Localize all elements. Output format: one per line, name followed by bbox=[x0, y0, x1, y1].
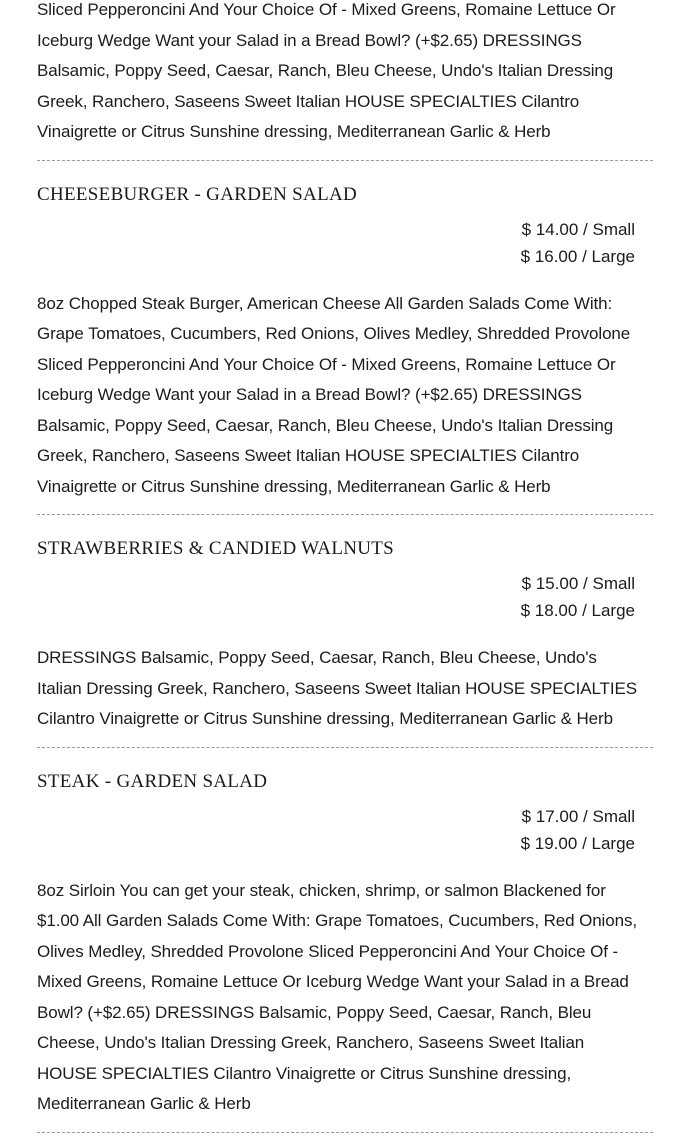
item-description: DRESSINGS Balsamic, Poppy Seed, Caesar, Ranch, Bleu Cheese, Undo's Italian Dressing Greek, Ranchero, Saseens Sweet Italian HOUSE SPECIALTIES Cilantro Vinaigrette or Citrus Sunshine dressing, Mediterranean Garlic & Herb bbox=[37, 648, 637, 728]
item-prices bbox=[37, 570, 653, 624]
price-small: $ 14.00 / Small bbox=[521, 219, 635, 239]
item-title[interactable]: STRAWBERRIES & CANDIED WALNUTS bbox=[37, 538, 395, 559]
price-small: $ 15.00 / Small bbox=[521, 574, 635, 593]
menu-item-previous bbox=[37, 0, 653, 161]
item-title[interactable]: STEAK - GARDEN SALAD bbox=[37, 770, 268, 792]
price-large: $ 19.00 / Large bbox=[520, 833, 635, 853]
item-title[interactable]: CHEESEBURGER - GARDEN SALAD bbox=[37, 183, 358, 205]
price-large: $ 18.00 / Large bbox=[520, 601, 635, 620]
price-small: $ 17.00 / Small bbox=[521, 806, 635, 826]
item-description: 8oz Sirloin You can get your steak, chicken, shrimp, or salmon Blackened for $1.00 All Garden Salads Come With: Grape Tomatoes, Cucumbers, Red Onions, Olives Medley, Shredded Provolone Sliced Pepperoncini And Your Choice Of - Mixed Greens, Romaine Lettuce Or Iceburg Wedge Want your Salad in a Bread Bowl? (+$2.65) DRESSINGS Balsamic, Poppy Seed, Caesar, Ranch, Bleu Cheese, Undo's Italian Dressing Greek, Ranchero, Saseens Sweet Italian HOUSE SPECIALTIES Cilantro Vinaigrette or Citrus Sunshine dressing, Mediterranean Garlic & Herb bbox=[37, 880, 637, 1113]
item-description: Sliced Pepperoncini And Your Choice Of - Mixed Greens, Romaine Lettuce Or Iceburg Wedge Want your Salad in a Bread Bowl? (+$2.65) DRESSINGS Balsamic, Poppy Seed, Caesar, Ranch, Bleu Cheese, Undo's Italian Dressing Greek, Ranchero, Saseens Sweet Italian HOUSE SPECIALTIES Cilantro Vinaigrette or Citrus Sunshine dressing, Mediterranean Garlic & Herb bbox=[37, 0, 616, 141]
price-large: $ 16.00 / Large bbox=[520, 246, 635, 266]
item-description: 8oz Chopped Steak Burger, American Cheese All Garden Salads Come With: Grape Tomatoes, Cucumbers, Red Onions, Olives Medley, Shredded Provolone Sliced Pepperoncini And Your Choice Of - Mixed Greens, Romaine Lettuce Or Iceburg Wedge Want your Salad in a Bread Bowl? (+$2.65) DRESSINGS Balsamic, Poppy Seed, Caesar, Ranch, Bleu Cheese, Undo's Italian Dressing Greek, Ranchero, Saseens Sweet Italian HOUSE SPECIALTIES Cilantro Vinaigrette or Citrus Sunshine dressing, Mediterranean Garlic & Herb bbox=[37, 293, 631, 496]
menu-list bbox=[37, 0, 653, 1133]
item-prices bbox=[37, 216, 653, 270]
menu-item-cheeseburger-garden-salad[interactable] bbox=[37, 161, 653, 516]
menu-item-strawberries-candied-walnuts[interactable] bbox=[37, 515, 653, 748]
menu-item-steak-garden-salad[interactable] bbox=[37, 748, 653, 1133]
item-prices bbox=[37, 803, 653, 857]
